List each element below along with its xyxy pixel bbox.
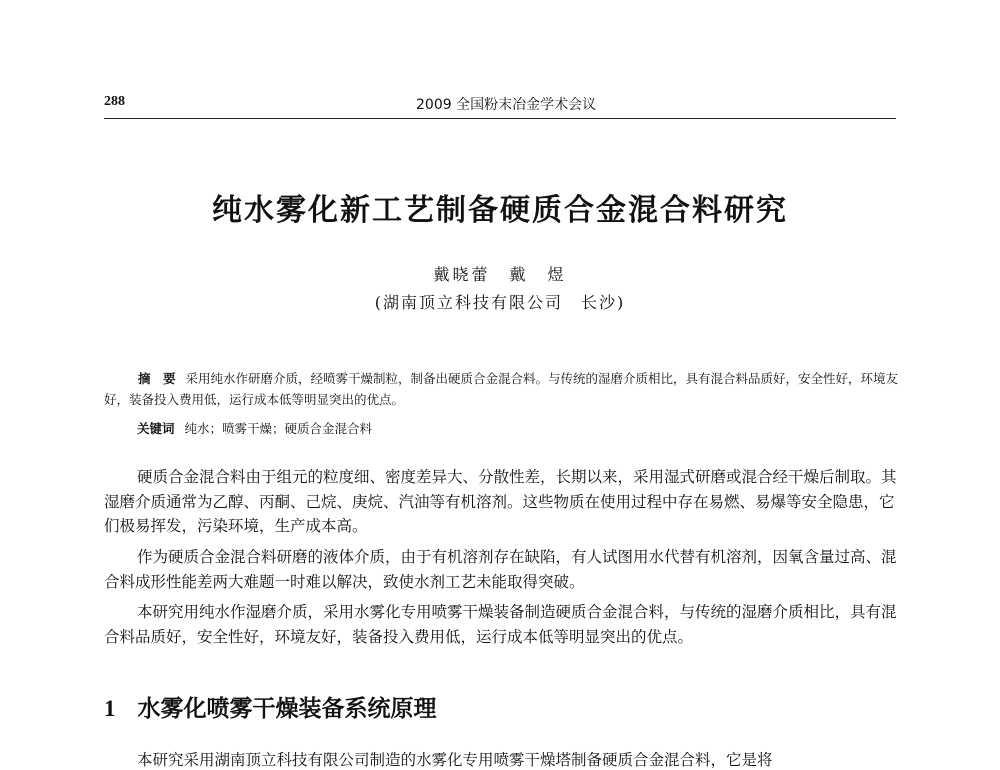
page-number: 288 bbox=[104, 94, 125, 109]
paper-title: 纯水雾化新工艺制备硬质合金混合料研究 bbox=[212, 193, 788, 228]
abstract bbox=[104, 368, 900, 410]
authors: 戴晓蕾 戴 煜 bbox=[433, 265, 567, 284]
body-paragraph: 硬质合金混合料由于组元的粒度细、密度差异大、分散性差，长期以来，采用湿式研磨或混合经干燥后制取。其湿磨介质通常为乙醇、丙酮、己烷、庚烷、汽油等有机溶剂。这些物质在使用过程中存在易燃、易爆等安全隐患，它们极易挥发，污染环境，生产成本高。 bbox=[104, 468, 897, 535]
affiliation: (湖南顶立科技有限公司 长沙) bbox=[374, 293, 626, 312]
body-paragraph-partial: 本研究采用湖南顶立科技有限公司制造的水雾化专用喷雾干燥塔制备硬质合金混合料，它是将 bbox=[137, 751, 773, 769]
section-title: 水雾化喷雾干燥装备系统原理 bbox=[137, 696, 437, 722]
body-paragraph: 本研究用纯水作湿磨介质，采用水雾化专用喷雾干燥装备制造硬质合金混合料，与传统的湿磨介质相比，具有混合料品质好，安全性好，环境友好，装备投入费用低，运行成本低等明显突出的优点。 bbox=[104, 603, 897, 646]
section-heading bbox=[104, 690, 437, 723]
keywords-label: 关键词 bbox=[137, 421, 175, 436]
abstract-label: 摘 要 bbox=[138, 371, 176, 386]
running-header bbox=[104, 92, 896, 119]
keywords bbox=[137, 418, 897, 439]
body-paragraph: 作为硬质合金混合料研磨的液体介质，由于有机溶剂存在缺陷，有人试图用水代替有机溶剂，因氧含量过高、混合料成形性能差两大难题一时难以解决，致使水剂工艺未能取得突破。 bbox=[104, 548, 897, 591]
abstract-text: 采用纯水作研磨介质，经喷雾干燥制粒，制备出硬质合金混合料。与传统的湿磨介质相比，具有混合料品质好，安全性好，环境友好，装备投入费用低，运行成本低等明显突出的优点。 bbox=[104, 371, 899, 407]
conference-name: 2009 全国粉末冶金学术会议 bbox=[416, 97, 597, 113]
section-number: 1 bbox=[104, 696, 116, 721]
keywords-text: 纯水；喷雾干燥；硬质合金混合料 bbox=[184, 421, 373, 436]
